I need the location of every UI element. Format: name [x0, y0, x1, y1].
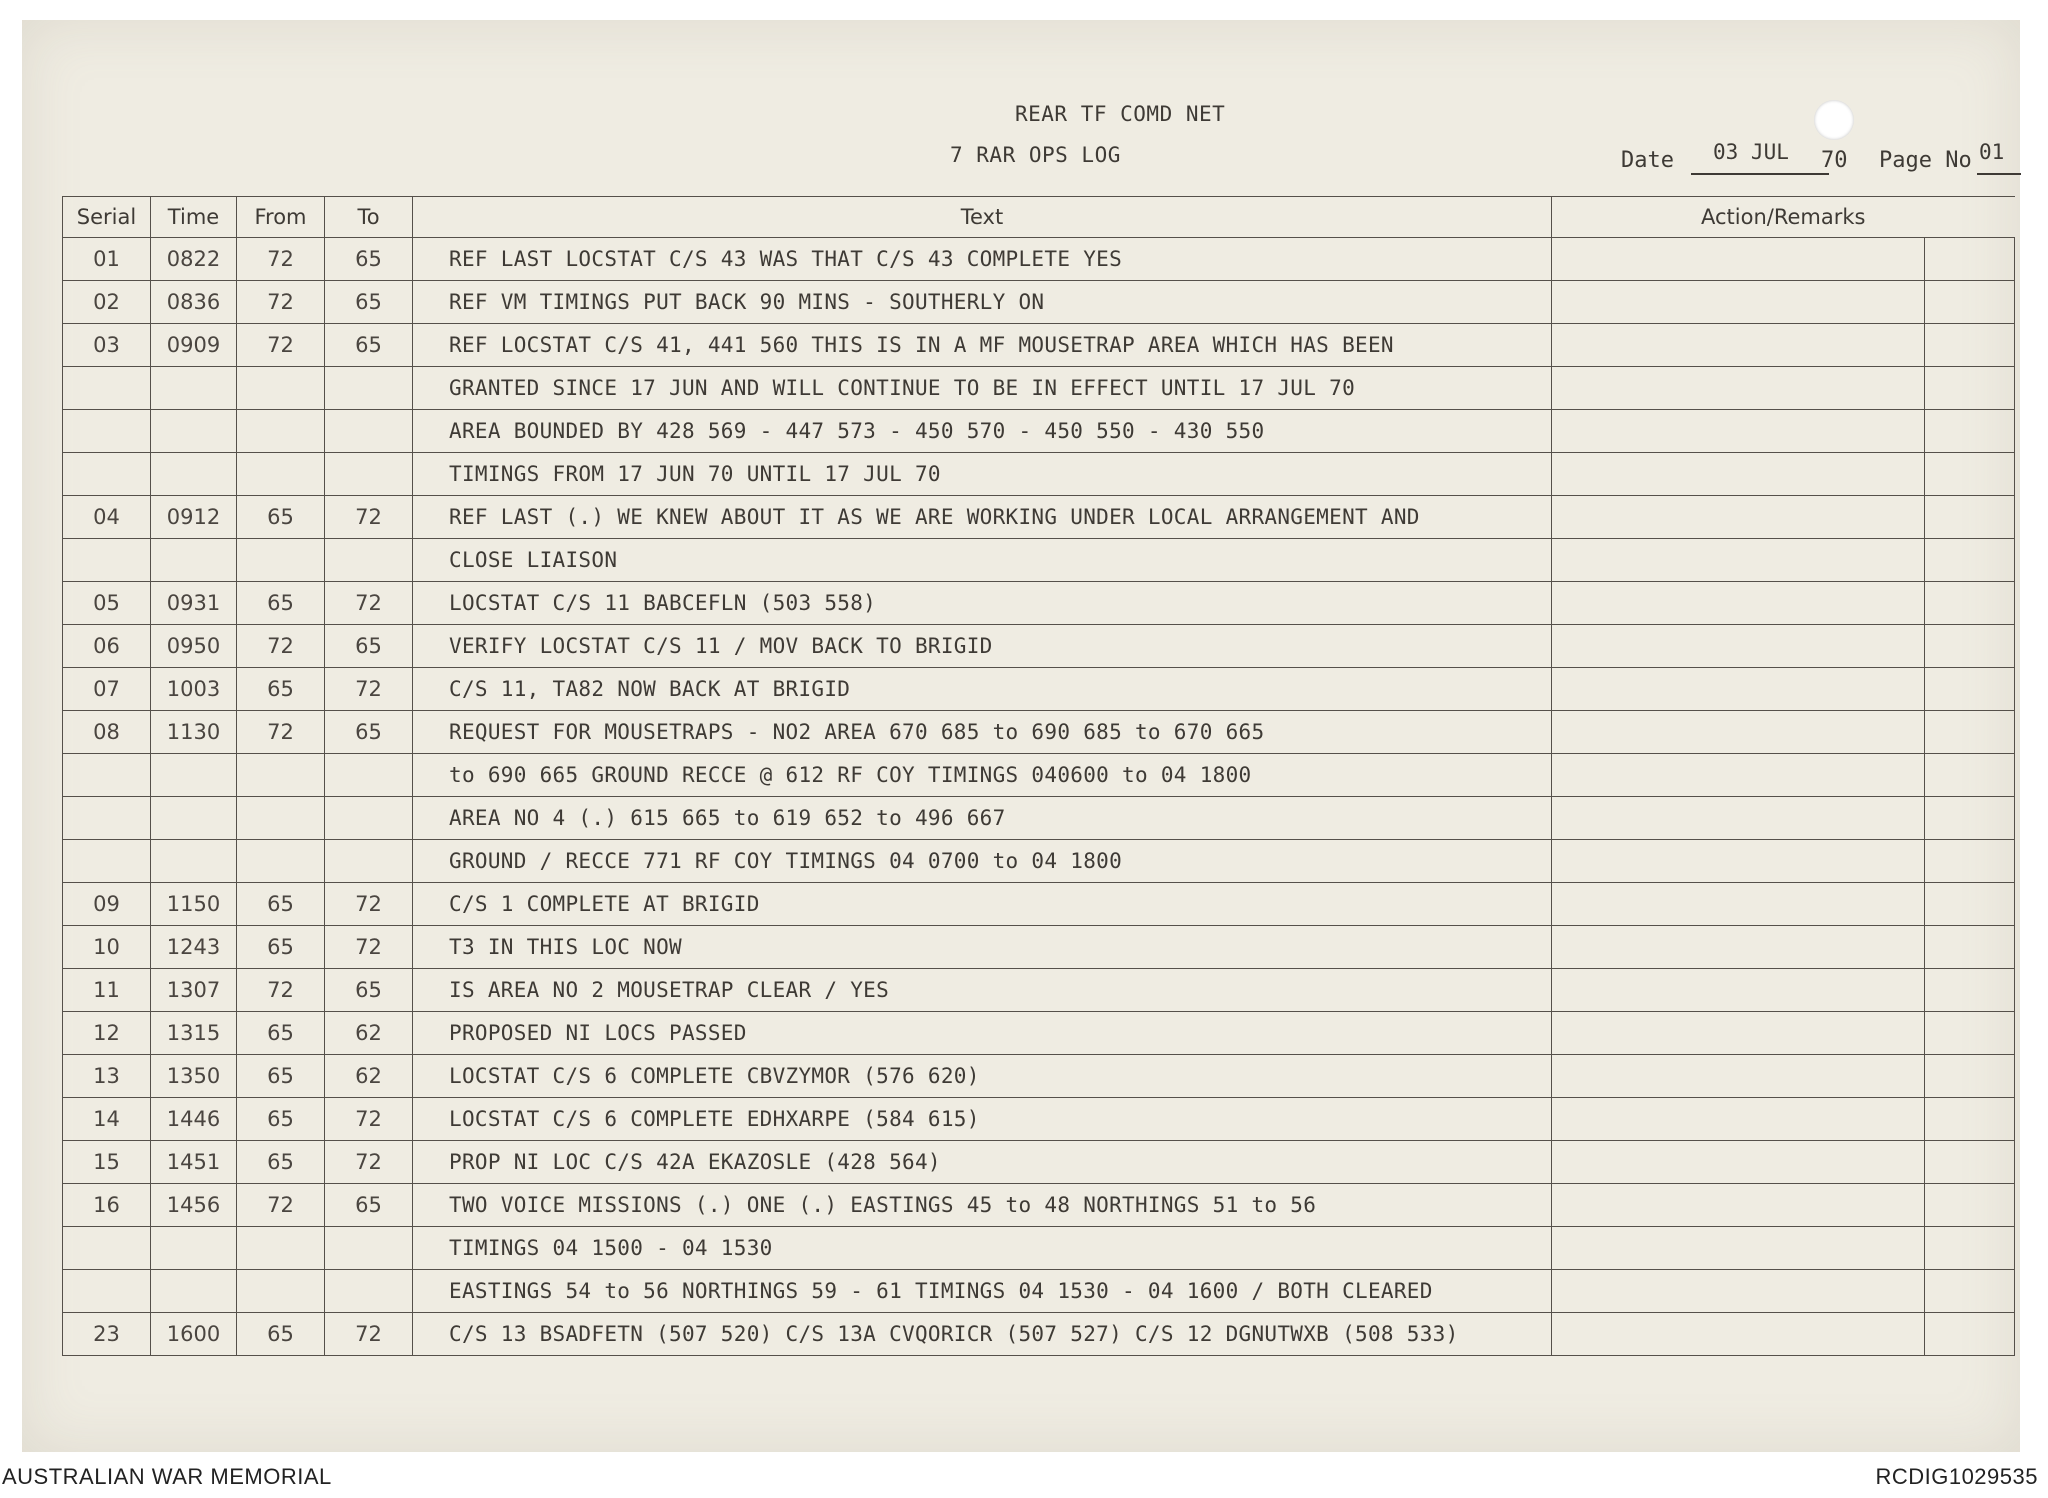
time-cell — [151, 797, 237, 840]
text-cell: LOCSTAT C/S 6 COMPLETE CBVZYMOR (576 620) — [413, 1055, 1552, 1098]
remarks-cell — [1925, 1012, 2015, 1055]
to-cell: 72 — [325, 883, 413, 926]
text-cell: CLOSE LIAISON — [413, 539, 1552, 582]
from-cell — [237, 840, 325, 883]
time-cell: 1456 — [151, 1184, 237, 1227]
action-cell — [1552, 367, 1925, 410]
action-cell — [1552, 539, 1925, 582]
serial-cell: 01 — [63, 238, 151, 281]
remarks-cell — [1925, 1313, 2015, 1356]
serial-cell: 16 — [63, 1184, 151, 1227]
action-cell — [1552, 711, 1925, 754]
to-cell — [325, 367, 413, 410]
action-cell — [1552, 668, 1925, 711]
table-row — [63, 797, 2015, 840]
from-cell — [237, 1270, 325, 1313]
text-cell: LOCSTAT C/S 11 BABCEFLN (503 558) — [413, 582, 1552, 625]
to-cell — [325, 797, 413, 840]
time-cell: 1307 — [151, 969, 237, 1012]
table-row — [63, 1098, 2015, 1141]
net-title: REAR TF COMD NET — [1015, 102, 1226, 126]
table-row — [63, 367, 2015, 410]
log-title: 7 RAR OPS LOG — [950, 143, 1121, 167]
table-row — [63, 1055, 2015, 1098]
from-cell — [237, 797, 325, 840]
serial-cell — [63, 453, 151, 496]
text-cell: AREA BOUNDED BY 428 569 - 447 573 - 450 570 - 450 550 - 430 550 — [413, 410, 1552, 453]
from-cell: 72 — [237, 625, 325, 668]
table-row — [63, 1184, 2015, 1227]
text-cell: VERIFY LOCSTAT C/S 11 / MOV BACK TO BRIGID — [413, 625, 1552, 668]
action-cell — [1552, 1313, 1925, 1356]
text-cell: PROP NI LOC C/S 42A EKAZOSLE (428 564) — [413, 1141, 1552, 1184]
from-cell: 65 — [237, 582, 325, 625]
serial-cell: 15 — [63, 1141, 151, 1184]
text-cell: TWO VOICE MISSIONS (.) ONE (.) EASTINGS 45 to 48 NORTHINGS 51 to 56 — [413, 1184, 1552, 1227]
page-label: Page No — [1879, 148, 1972, 173]
table-row — [63, 840, 2015, 883]
action-cell — [1552, 1098, 1925, 1141]
time-cell: 1600 — [151, 1313, 237, 1356]
to-cell — [325, 1227, 413, 1270]
time-cell: 0836 — [151, 281, 237, 324]
text-cell: T3 IN THIS LOC NOW — [413, 926, 1552, 969]
remarks-cell — [1925, 453, 2015, 496]
time-cell: 1150 — [151, 883, 237, 926]
table-row — [63, 453, 2015, 496]
from-cell: 65 — [237, 1141, 325, 1184]
from-cell: 65 — [237, 1313, 325, 1356]
col-from: From — [237, 197, 325, 238]
table-row — [63, 410, 2015, 453]
to-cell — [325, 410, 413, 453]
to-cell — [325, 453, 413, 496]
remarks-cell — [1925, 1098, 2015, 1141]
action-cell — [1552, 1227, 1925, 1270]
from-cell: 65 — [237, 1012, 325, 1055]
year-value: 70 — [1821, 148, 1848, 173]
page-value: 01 — [1979, 140, 2005, 164]
table-row — [63, 324, 2015, 367]
serial-cell: 02 — [63, 281, 151, 324]
to-cell: 72 — [325, 582, 413, 625]
table-row — [63, 1141, 2015, 1184]
serial-cell: 05 — [63, 582, 151, 625]
table-row — [63, 539, 2015, 582]
serial-cell: 12 — [63, 1012, 151, 1055]
serial-cell: 10 — [63, 926, 151, 969]
remarks-cell — [1925, 883, 2015, 926]
table-row — [63, 281, 2015, 324]
remarks-cell — [1925, 711, 2015, 754]
to-cell: 65 — [325, 324, 413, 367]
date-label: Date — [1621, 148, 1674, 173]
remarks-cell — [1925, 754, 2015, 797]
from-cell: 65 — [237, 668, 325, 711]
footer-reference: RCDIG1029535 — [1875, 1464, 2038, 1489]
to-cell: 72 — [325, 668, 413, 711]
time-cell: 1243 — [151, 926, 237, 969]
serial-cell — [63, 367, 151, 410]
text-cell: C/S 13 BSADFETN (507 520) C/S 13A CVQORICR (507 527) C/S 12 DGNUTWXB (508 533) — [413, 1313, 1552, 1356]
remarks-cell — [1925, 840, 2015, 883]
table-row — [63, 668, 2015, 711]
table-row — [63, 496, 2015, 539]
from-cell: 72 — [237, 969, 325, 1012]
col-action: Action/Remarks — [1552, 197, 2015, 238]
time-cell: 1446 — [151, 1098, 237, 1141]
to-cell: 65 — [325, 281, 413, 324]
from-cell — [237, 410, 325, 453]
from-cell — [237, 453, 325, 496]
to-cell: 65 — [325, 1184, 413, 1227]
col-to: To — [325, 197, 413, 238]
punch-hole — [1814, 100, 1854, 140]
time-cell — [151, 1227, 237, 1270]
action-cell — [1552, 1055, 1925, 1098]
time-cell: 0822 — [151, 238, 237, 281]
remarks-cell — [1925, 969, 2015, 1012]
serial-cell — [63, 754, 151, 797]
action-cell — [1552, 1270, 1925, 1313]
action-cell — [1552, 840, 1925, 883]
time-cell — [151, 1270, 237, 1313]
col-time: Time — [151, 197, 237, 238]
action-cell — [1552, 238, 1925, 281]
page-underline — [1977, 173, 2021, 175]
to-cell: 65 — [325, 238, 413, 281]
action-cell — [1552, 926, 1925, 969]
text-cell: TIMINGS FROM 17 JUN 70 UNTIL 17 JUL 70 — [413, 453, 1552, 496]
text-cell: IS AREA NO 2 MOUSETRAP CLEAR / YES — [413, 969, 1552, 1012]
remarks-cell — [1925, 281, 2015, 324]
time-cell: 0931 — [151, 582, 237, 625]
time-cell — [151, 754, 237, 797]
time-cell: 0909 — [151, 324, 237, 367]
remarks-cell — [1925, 1141, 2015, 1184]
date-value: 03 JUL — [1713, 140, 1789, 164]
from-cell: 65 — [237, 496, 325, 539]
text-cell: to 690 665 GROUND RECCE @ 612 RF COY TIMINGS 040600 to 04 1800 — [413, 754, 1552, 797]
from-cell — [237, 1227, 325, 1270]
from-cell: 72 — [237, 1184, 325, 1227]
to-cell — [325, 840, 413, 883]
action-cell — [1552, 1141, 1925, 1184]
serial-cell: 14 — [63, 1098, 151, 1141]
from-cell — [237, 367, 325, 410]
from-cell: 72 — [237, 324, 325, 367]
time-cell: 1350 — [151, 1055, 237, 1098]
from-cell: 65 — [237, 1055, 325, 1098]
to-cell: 72 — [325, 1098, 413, 1141]
text-cell: C/S 1 COMPLETE AT BRIGID — [413, 883, 1552, 926]
col-serial: Serial — [63, 197, 151, 238]
time-cell — [151, 367, 237, 410]
time-cell: 0912 — [151, 496, 237, 539]
time-cell: 0950 — [151, 625, 237, 668]
action-cell — [1552, 496, 1925, 539]
action-cell — [1552, 410, 1925, 453]
text-cell: TIMINGS 04 1500 - 04 1530 — [413, 1227, 1552, 1270]
remarks-cell — [1925, 668, 2015, 711]
table-row — [63, 582, 2015, 625]
time-cell — [151, 410, 237, 453]
action-cell — [1552, 797, 1925, 840]
remarks-cell — [1925, 1227, 2015, 1270]
remarks-cell — [1925, 1184, 2015, 1227]
serial-cell: 11 — [63, 969, 151, 1012]
time-cell: 1451 — [151, 1141, 237, 1184]
from-cell: 72 — [237, 238, 325, 281]
action-cell — [1552, 1012, 1925, 1055]
serial-cell: 13 — [63, 1055, 151, 1098]
action-cell — [1552, 453, 1925, 496]
remarks-cell — [1925, 1270, 2015, 1313]
from-cell: 72 — [237, 711, 325, 754]
serial-cell — [63, 539, 151, 582]
footer-credit: AUSTRALIAN WAR MEMORIAL — [2, 1464, 332, 1489]
text-cell: C/S 11, TA82 NOW BACK AT BRIGID — [413, 668, 1552, 711]
table-row — [63, 969, 2015, 1012]
remarks-cell — [1925, 797, 2015, 840]
serial-cell: 06 — [63, 625, 151, 668]
time-cell — [151, 840, 237, 883]
from-cell: 72 — [237, 281, 325, 324]
serial-cell — [63, 1227, 151, 1270]
serial-cell: 03 — [63, 324, 151, 367]
to-cell: 65 — [325, 625, 413, 668]
to-cell: 62 — [325, 1012, 413, 1055]
time-cell — [151, 453, 237, 496]
action-cell — [1552, 1184, 1925, 1227]
text-cell: REF LAST LOCSTAT C/S 43 WAS THAT C/S 43 COMPLETE YES — [413, 238, 1552, 281]
ops-log-table — [62, 196, 2015, 1356]
action-cell — [1552, 754, 1925, 797]
table-row — [63, 754, 2015, 797]
remarks-cell — [1925, 926, 2015, 969]
from-cell: 65 — [237, 926, 325, 969]
serial-cell — [63, 1270, 151, 1313]
time-cell — [151, 539, 237, 582]
remarks-cell — [1925, 367, 2015, 410]
from-cell — [237, 539, 325, 582]
text-cell: REQUEST FOR MOUSETRAPS - NO2 AREA 670 685 to 690 685 to 670 665 — [413, 711, 1552, 754]
serial-cell: 09 — [63, 883, 151, 926]
table-row — [63, 1227, 2015, 1270]
table-row — [63, 711, 2015, 754]
time-cell: 1315 — [151, 1012, 237, 1055]
remarks-cell — [1925, 582, 2015, 625]
serial-cell: 04 — [63, 496, 151, 539]
remarks-cell — [1925, 496, 2015, 539]
text-cell: PROPOSED NI LOCS PASSED — [413, 1012, 1552, 1055]
from-cell: 65 — [237, 1098, 325, 1141]
to-cell — [325, 539, 413, 582]
text-cell: AREA NO 4 (.) 615 665 to 619 652 to 496 667 — [413, 797, 1552, 840]
serial-cell — [63, 840, 151, 883]
table-row — [63, 1270, 2015, 1313]
to-cell: 65 — [325, 711, 413, 754]
col-text: Text — [413, 197, 1552, 238]
from-cell — [237, 754, 325, 797]
text-cell: REF LOCSTAT C/S 41, 441 560 THIS IS IN A MF MOUSETRAP AREA WHICH HAS BEEN — [413, 324, 1552, 367]
table-row — [63, 1012, 2015, 1055]
action-cell — [1552, 883, 1925, 926]
time-cell: 1130 — [151, 711, 237, 754]
to-cell: 72 — [325, 926, 413, 969]
to-cell: 62 — [325, 1055, 413, 1098]
table-row — [63, 1313, 2015, 1356]
serial-cell: 07 — [63, 668, 151, 711]
remarks-cell — [1925, 238, 2015, 281]
to-cell: 72 — [325, 1141, 413, 1184]
remarks-cell — [1925, 625, 2015, 668]
text-cell: LOCSTAT C/S 6 COMPLETE EDHXARPE (584 615) — [413, 1098, 1552, 1141]
remarks-cell — [1925, 410, 2015, 453]
time-cell: 1003 — [151, 668, 237, 711]
log-body — [63, 238, 2015, 1356]
text-cell: REF LAST (.) WE KNEW ABOUT IT AS WE ARE WORKING UNDER LOCAL ARRANGEMENT AND — [413, 496, 1552, 539]
text-cell: EASTINGS 54 to 56 NORTHINGS 59 - 61 TIMINGS 04 1530 - 04 1600 / BOTH CLEARED — [413, 1270, 1552, 1313]
action-cell — [1552, 324, 1925, 367]
to-cell: 72 — [325, 496, 413, 539]
serial-cell: 23 — [63, 1313, 151, 1356]
remarks-cell — [1925, 324, 2015, 367]
from-cell: 65 — [237, 883, 325, 926]
text-cell: GROUND / RECCE 771 RF COY TIMINGS 04 0700 to 04 1800 — [413, 840, 1552, 883]
to-cell — [325, 754, 413, 797]
header-row — [63, 197, 2015, 238]
action-cell — [1552, 582, 1925, 625]
action-cell — [1552, 281, 1925, 324]
to-cell: 72 — [325, 1313, 413, 1356]
remarks-cell — [1925, 539, 2015, 582]
table-row — [63, 883, 2015, 926]
date-underline — [1691, 173, 1829, 175]
serial-cell — [63, 797, 151, 840]
action-cell — [1552, 969, 1925, 1012]
text-cell: REF VM TIMINGS PUT BACK 90 MINS - SOUTHERLY ON — [413, 281, 1552, 324]
table-row — [63, 625, 2015, 668]
table-row — [63, 238, 2015, 281]
remarks-cell — [1925, 1055, 2015, 1098]
to-cell — [325, 1270, 413, 1313]
table-row — [63, 926, 2015, 969]
serial-cell: 08 — [63, 711, 151, 754]
text-cell: GRANTED SINCE 17 JUN AND WILL CONTINUE TO BE IN EFFECT UNTIL 17 JUL 70 — [413, 367, 1552, 410]
action-cell — [1552, 625, 1925, 668]
serial-cell — [63, 410, 151, 453]
to-cell: 65 — [325, 969, 413, 1012]
